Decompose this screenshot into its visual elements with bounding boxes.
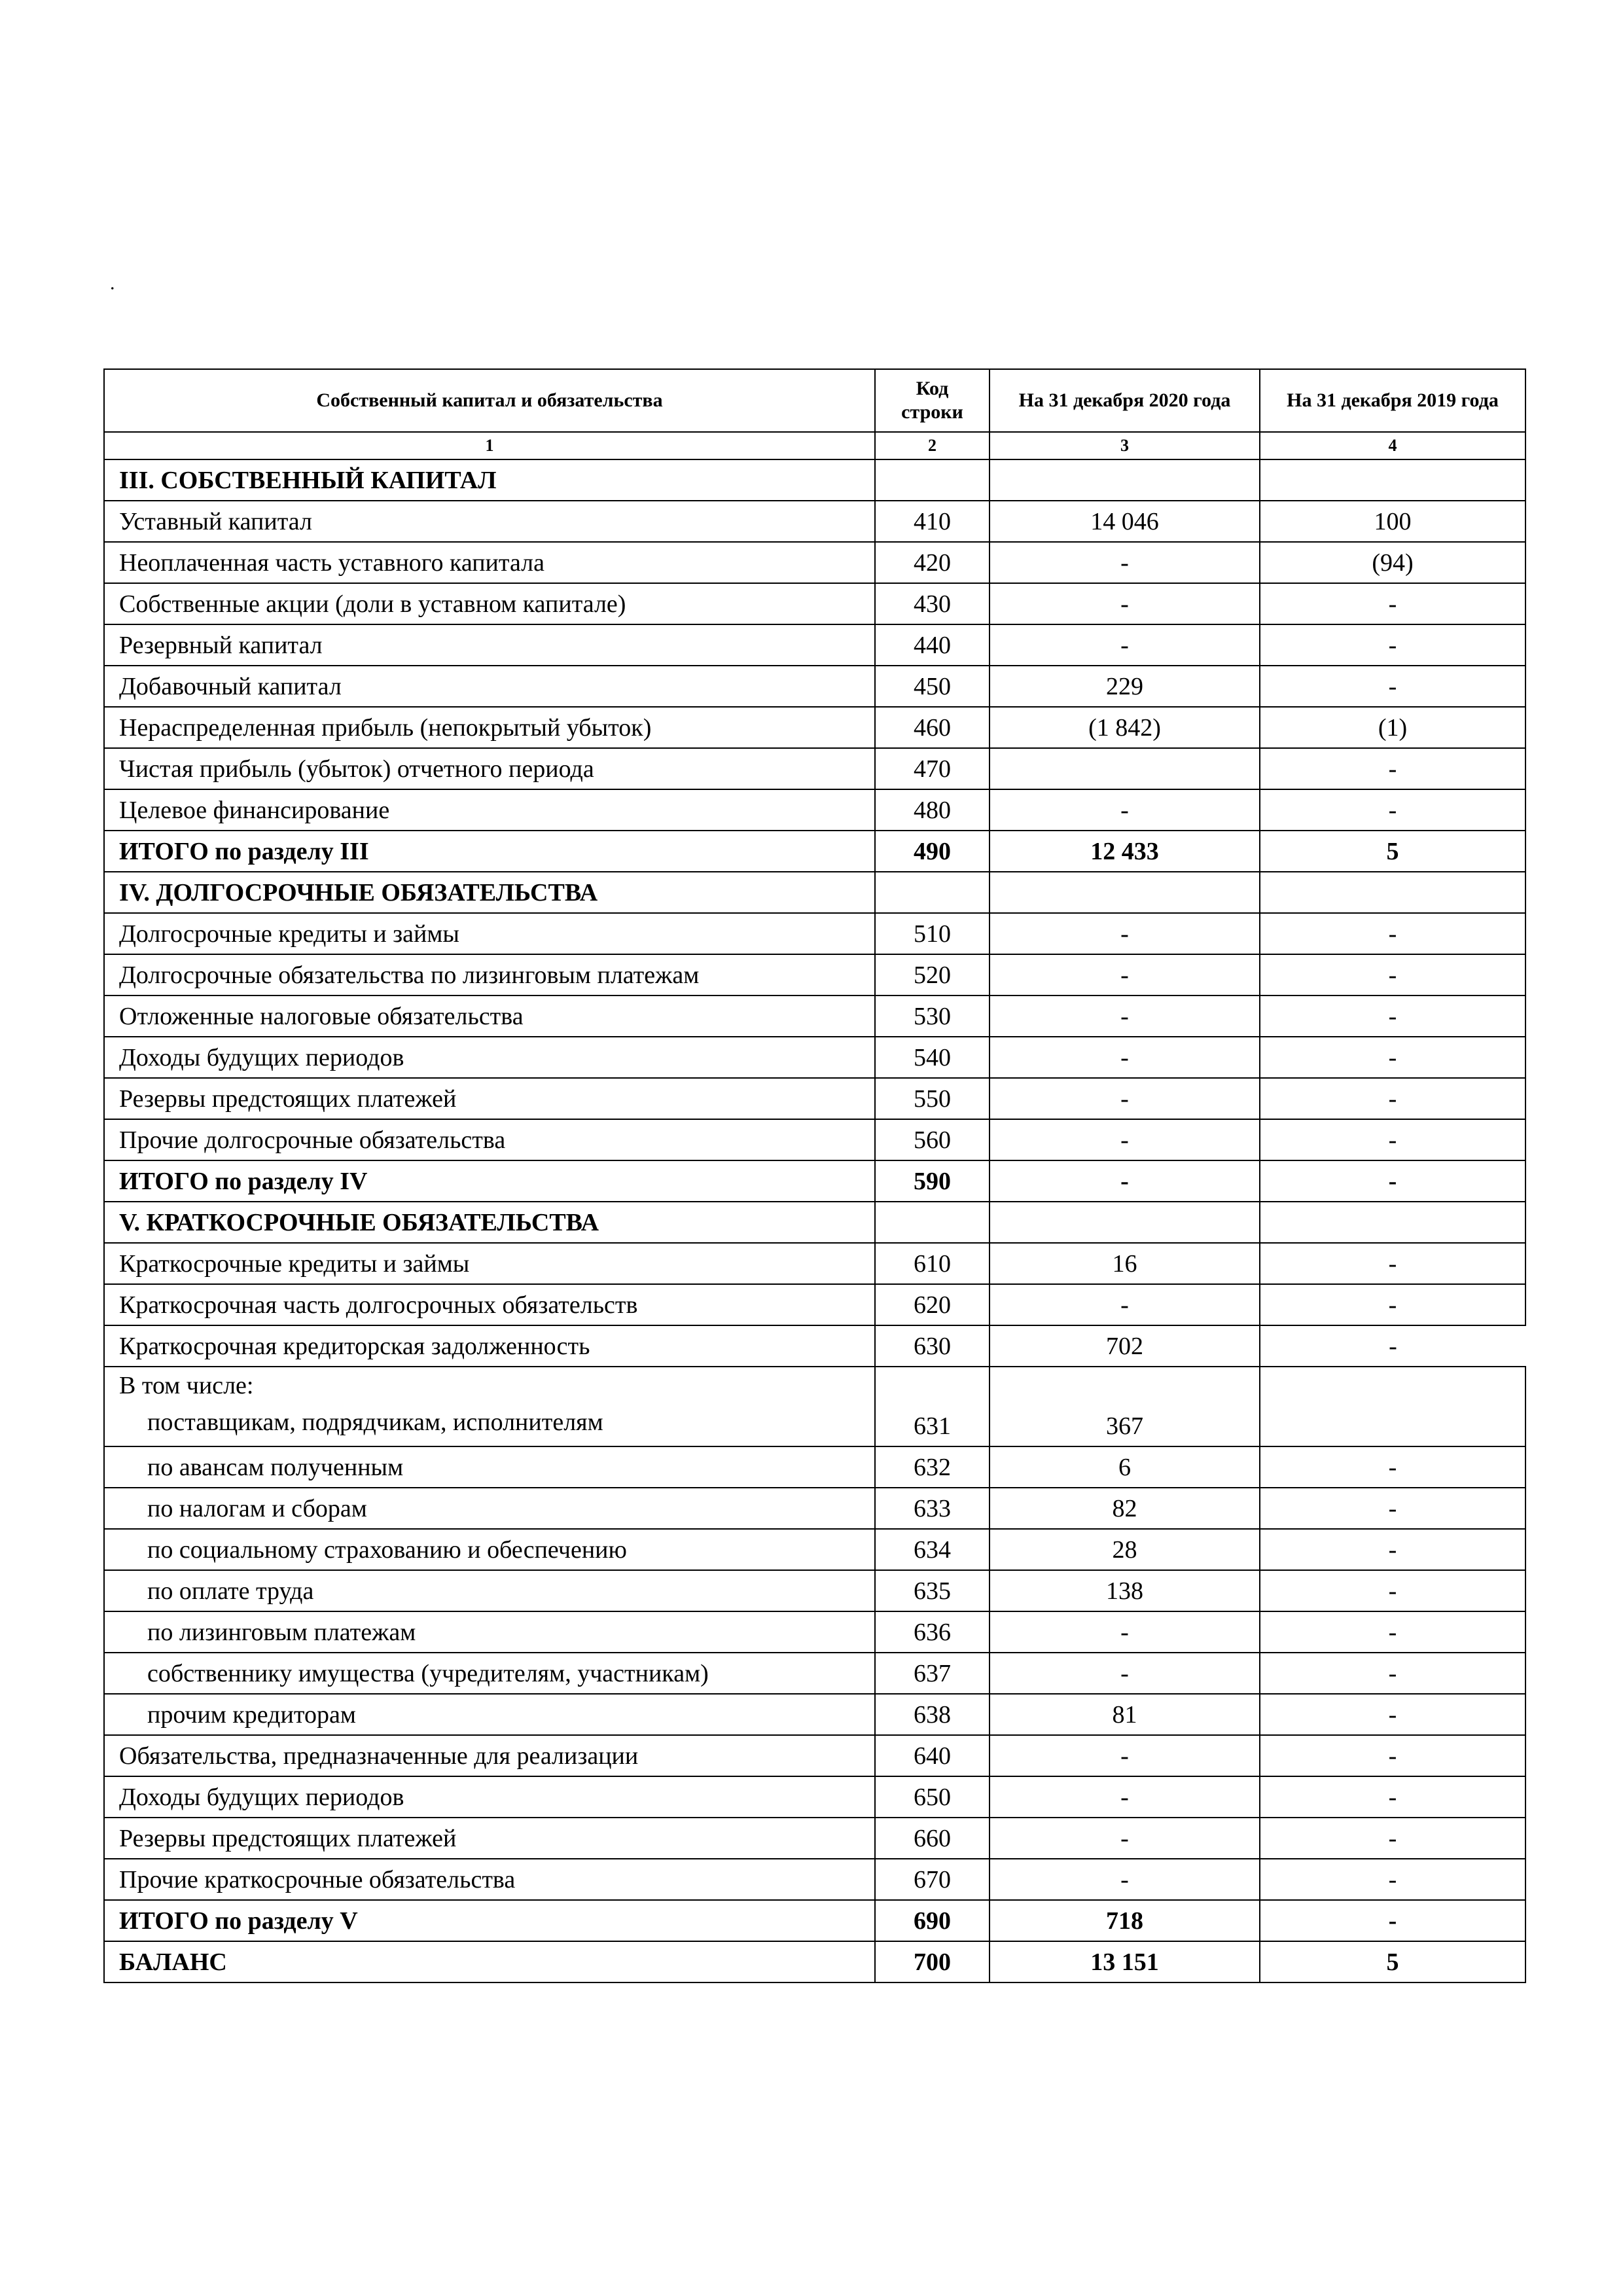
row-value-2019: - bbox=[1260, 1160, 1525, 1202]
row-name: Добавочный капитал bbox=[104, 666, 875, 707]
table-row bbox=[104, 583, 1525, 624]
column-number: 2 bbox=[875, 432, 990, 459]
row-value-2020: - bbox=[990, 1735, 1260, 1776]
row-value-2020: 28 bbox=[990, 1529, 1260, 1570]
row-name: по социальному страхованию и обеспечению bbox=[104, 1529, 875, 1570]
row-name: Резервный капитал bbox=[104, 624, 875, 666]
row-code: 630 bbox=[875, 1325, 990, 1367]
row-name: Прочие долгосрочные обязательства bbox=[104, 1119, 875, 1160]
row-value-2019: (1) bbox=[1260, 707, 1525, 748]
row-code: 635 bbox=[875, 1570, 990, 1611]
row-code: 700 bbox=[875, 1941, 990, 1982]
row-value-2020: - bbox=[990, 1776, 1260, 1818]
row-value-2019: - bbox=[1260, 996, 1525, 1037]
row-name: Краткосрочная кредиторская задолженность bbox=[104, 1325, 875, 1367]
row-name bbox=[104, 1367, 875, 1446]
row-name: Чистая прибыль (убыток) отчетного периода bbox=[104, 748, 875, 789]
table-row bbox=[104, 1941, 1525, 1982]
row-value-2020: - bbox=[990, 789, 1260, 831]
row-code: 540 bbox=[875, 1037, 990, 1078]
row-name: ИТОГО по разделу V bbox=[104, 1900, 875, 1941]
row-code bbox=[875, 1202, 990, 1243]
row-value-2020: 13 151 bbox=[990, 1941, 1260, 1982]
row-value-2020: - bbox=[990, 1160, 1260, 1202]
row-value-2019: - bbox=[1260, 913, 1525, 954]
row-value-2019 bbox=[1260, 459, 1525, 501]
row-value-2020: 6 bbox=[990, 1446, 1260, 1488]
row-value-2019: - bbox=[1260, 583, 1525, 624]
table-row bbox=[104, 1653, 1525, 1694]
row-code: 632 bbox=[875, 1446, 990, 1488]
row-name: Резервы предстоящих платежей bbox=[104, 1818, 875, 1859]
row-value-2019: - bbox=[1260, 1243, 1525, 1284]
header-equity-liabilities: Собственный капитал и обязательства bbox=[104, 369, 875, 432]
row-value-2020: - bbox=[990, 1119, 1260, 1160]
table-row bbox=[104, 1202, 1525, 1243]
row-code: 510 bbox=[875, 913, 990, 954]
table-body bbox=[104, 459, 1525, 1982]
row-code: 660 bbox=[875, 1818, 990, 1859]
table-row bbox=[104, 831, 1525, 872]
row-value-2020 bbox=[990, 1202, 1260, 1243]
row-value-2019: - bbox=[1260, 1325, 1525, 1367]
row-code: 650 bbox=[875, 1776, 990, 1818]
row-value-2019: - bbox=[1260, 748, 1525, 789]
row-value-2020: - bbox=[990, 954, 1260, 996]
row-name: Неоплаченная часть уставного капитала bbox=[104, 542, 875, 583]
table-row bbox=[104, 707, 1525, 748]
row-value-2020: - bbox=[990, 583, 1260, 624]
row-name: Резервы предстоящих платежей bbox=[104, 1078, 875, 1119]
table-row bbox=[104, 1735, 1525, 1776]
column-number: 4 bbox=[1260, 432, 1525, 459]
row-name: Собственные акции (доли в уставном капитале) bbox=[104, 583, 875, 624]
table-row bbox=[104, 459, 1525, 501]
row-name: по оплате труда bbox=[104, 1570, 875, 1611]
row-name: Краткосрочная часть долгосрочных обязательств bbox=[104, 1284, 875, 1325]
row-name: БАЛАНС bbox=[104, 1941, 875, 1982]
row-value-2020: 367 bbox=[990, 1367, 1260, 1446]
row-name: прочим кредиторам bbox=[104, 1694, 875, 1735]
table-row bbox=[104, 1243, 1525, 1284]
row-value-2020: 702 bbox=[990, 1325, 1260, 1367]
row-value-2019: - bbox=[1260, 1900, 1525, 1941]
table-row bbox=[104, 1284, 1525, 1325]
row-name: Уставный капитал bbox=[104, 501, 875, 542]
row-value-2019: - bbox=[1260, 1488, 1525, 1529]
table-row bbox=[104, 1037, 1525, 1078]
table-row bbox=[104, 1818, 1525, 1859]
table-row bbox=[104, 1611, 1525, 1653]
table-row bbox=[104, 789, 1525, 831]
row-value-2020: - bbox=[990, 1859, 1260, 1900]
row-value-2020: 138 bbox=[990, 1570, 1260, 1611]
row-value-2019: 100 bbox=[1260, 501, 1525, 542]
row-value-2020: - bbox=[990, 1818, 1260, 1859]
row-code bbox=[875, 872, 990, 913]
row-code: 620 bbox=[875, 1284, 990, 1325]
table-row bbox=[104, 1900, 1525, 1941]
row-code: 690 bbox=[875, 1900, 990, 1941]
row-value-2020 bbox=[990, 748, 1260, 789]
row-name: III. СОБСТВЕННЫЙ КАПИТАЛ bbox=[104, 459, 875, 501]
header-2019: На 31 декабря 2019 года bbox=[1260, 369, 1525, 432]
row-name: Нераспределенная прибыль (непокрытый убыток) bbox=[104, 707, 875, 748]
row-name-line: поставщикам, подрядчикам, исполнителям bbox=[147, 1408, 603, 1436]
row-code: 634 bbox=[875, 1529, 990, 1570]
table-row bbox=[104, 1446, 1525, 1488]
row-code: 640 bbox=[875, 1735, 990, 1776]
row-value-2020: - bbox=[990, 1078, 1260, 1119]
row-value-2020: 718 bbox=[990, 1900, 1260, 1941]
table-row bbox=[104, 1078, 1525, 1119]
row-value-2019: - bbox=[1260, 789, 1525, 831]
row-code: 430 bbox=[875, 583, 990, 624]
row-value-2020: 12 433 bbox=[990, 831, 1260, 872]
row-value-2019 bbox=[1260, 1367, 1525, 1446]
row-code: 490 bbox=[875, 831, 990, 872]
table-row bbox=[104, 1367, 1525, 1446]
stray-mark: . bbox=[110, 272, 115, 294]
row-code: 610 bbox=[875, 1243, 990, 1284]
row-name: Долгосрочные обязательства по лизинговым платежам bbox=[104, 954, 875, 996]
row-name: Доходы будущих периодов bbox=[104, 1037, 875, 1078]
column-number: 3 bbox=[990, 432, 1260, 459]
row-name: IV. ДОЛГОСРОЧНЫЕ ОБЯЗАТЕЛЬСТВА bbox=[104, 872, 875, 913]
row-code: 550 bbox=[875, 1078, 990, 1119]
row-code: 530 bbox=[875, 996, 990, 1037]
row-value-2019: - bbox=[1260, 1570, 1525, 1611]
row-code: 636 bbox=[875, 1611, 990, 1653]
row-name: Доходы будущих периодов bbox=[104, 1776, 875, 1818]
row-value-2020: - bbox=[990, 996, 1260, 1037]
row-value-2019: - bbox=[1260, 1446, 1525, 1488]
row-value-2020: - bbox=[990, 542, 1260, 583]
row-value-2019: - bbox=[1260, 1818, 1525, 1859]
row-value-2020: 16 bbox=[990, 1243, 1260, 1284]
row-name: по лизинговым платежам bbox=[104, 1611, 875, 1653]
row-value-2020: (1 842) bbox=[990, 707, 1260, 748]
row-value-2019: - bbox=[1260, 1611, 1525, 1653]
row-code: 560 bbox=[875, 1119, 990, 1160]
table-row bbox=[104, 1529, 1525, 1570]
header-line-code-top: Код bbox=[916, 378, 949, 399]
row-value-2020: - bbox=[990, 1653, 1260, 1694]
row-value-2020: 82 bbox=[990, 1488, 1260, 1529]
row-code: 670 bbox=[875, 1859, 990, 1900]
row-value-2019: 5 bbox=[1260, 1941, 1525, 1982]
row-name: V. КРАТКОСРОЧНЫЕ ОБЯЗАТЕЛЬСТВА bbox=[104, 1202, 875, 1243]
row-name: Краткосрочные кредиты и займы bbox=[104, 1243, 875, 1284]
balance-sheet-table bbox=[103, 368, 1526, 1983]
row-code: 450 bbox=[875, 666, 990, 707]
row-name: по налогам и сборам bbox=[104, 1488, 875, 1529]
row-name: собственнику имущества (учредителям, участникам) bbox=[104, 1653, 875, 1694]
table-row bbox=[104, 996, 1525, 1037]
row-value-2019: - bbox=[1260, 1078, 1525, 1119]
table-row bbox=[104, 1119, 1525, 1160]
row-value-2019: - bbox=[1260, 1037, 1525, 1078]
row-value-2020: - bbox=[990, 1284, 1260, 1325]
row-code: 420 bbox=[875, 542, 990, 583]
row-value-2020 bbox=[990, 459, 1260, 501]
row-value-2020: - bbox=[990, 913, 1260, 954]
table-row bbox=[104, 1570, 1525, 1611]
row-code: 440 bbox=[875, 624, 990, 666]
row-code: 480 bbox=[875, 789, 990, 831]
table-row bbox=[104, 1160, 1525, 1202]
row-value-2020: 229 bbox=[990, 666, 1260, 707]
row-name: ИТОГО по разделу III bbox=[104, 831, 875, 872]
row-value-2019: - bbox=[1260, 1284, 1525, 1325]
table-row bbox=[104, 542, 1525, 583]
row-value-2019: - bbox=[1260, 1529, 1525, 1570]
table-row bbox=[104, 1859, 1525, 1900]
row-code bbox=[875, 459, 990, 501]
row-code: 638 bbox=[875, 1694, 990, 1735]
row-code: 410 bbox=[875, 501, 990, 542]
row-value-2019: - bbox=[1260, 666, 1525, 707]
row-value-2020: - bbox=[990, 624, 1260, 666]
row-code: 631 bbox=[875, 1367, 990, 1446]
row-name: Обязательства, предназначенные для реализации bbox=[104, 1735, 875, 1776]
row-name: Целевое финансирование bbox=[104, 789, 875, 831]
row-value-2020: 81 bbox=[990, 1694, 1260, 1735]
row-value-2019: - bbox=[1260, 954, 1525, 996]
table-row bbox=[104, 1776, 1525, 1818]
table-row bbox=[104, 748, 1525, 789]
row-code: 470 bbox=[875, 748, 990, 789]
table-row bbox=[104, 913, 1525, 954]
row-code: 637 bbox=[875, 1653, 990, 1694]
row-value-2019: - bbox=[1260, 1694, 1525, 1735]
row-value-2019: - bbox=[1260, 624, 1525, 666]
row-value-2019: - bbox=[1260, 1776, 1525, 1818]
row-value-2019: (94) bbox=[1260, 542, 1525, 583]
row-value-2020: - bbox=[990, 1037, 1260, 1078]
row-name: Долгосрочные кредиты и займы bbox=[104, 913, 875, 954]
row-code: 590 bbox=[875, 1160, 990, 1202]
row-name: Отложенные налоговые обязательства bbox=[104, 996, 875, 1037]
column-number-row bbox=[104, 432, 1525, 459]
row-name-line: В том числе: bbox=[119, 1372, 254, 1399]
row-value-2019 bbox=[1260, 872, 1525, 913]
table-row bbox=[104, 666, 1525, 707]
row-value-2019 bbox=[1260, 1202, 1525, 1243]
table-row bbox=[104, 872, 1525, 913]
row-value-2020: - bbox=[990, 1611, 1260, 1653]
row-value-2020: 14 046 bbox=[990, 501, 1260, 542]
table-row bbox=[104, 624, 1525, 666]
table-row bbox=[104, 501, 1525, 542]
row-value-2019: - bbox=[1260, 1859, 1525, 1900]
row-code: 520 bbox=[875, 954, 990, 996]
header-line-code bbox=[875, 369, 990, 432]
table-row bbox=[104, 954, 1525, 996]
table-row bbox=[104, 1325, 1525, 1367]
row-value-2020 bbox=[990, 872, 1260, 913]
row-value-2019: - bbox=[1260, 1735, 1525, 1776]
row-name: Прочие краткосрочные обязательства bbox=[104, 1859, 875, 1900]
row-name: ИТОГО по разделу IV bbox=[104, 1160, 875, 1202]
table-row bbox=[104, 1488, 1525, 1529]
row-name: по авансам полученным bbox=[104, 1446, 875, 1488]
header-2020: На 31 декабря 2020 года bbox=[990, 369, 1260, 432]
row-value-2019: - bbox=[1260, 1119, 1525, 1160]
table-header-row bbox=[104, 369, 1525, 432]
table-row bbox=[104, 1694, 1525, 1735]
row-value-2019: - bbox=[1260, 1653, 1525, 1694]
header-line-code-bottom: строки bbox=[901, 401, 963, 423]
row-code: 633 bbox=[875, 1488, 990, 1529]
row-code: 460 bbox=[875, 707, 990, 748]
column-number: 1 bbox=[104, 432, 875, 459]
row-value-2019: 5 bbox=[1260, 831, 1525, 872]
